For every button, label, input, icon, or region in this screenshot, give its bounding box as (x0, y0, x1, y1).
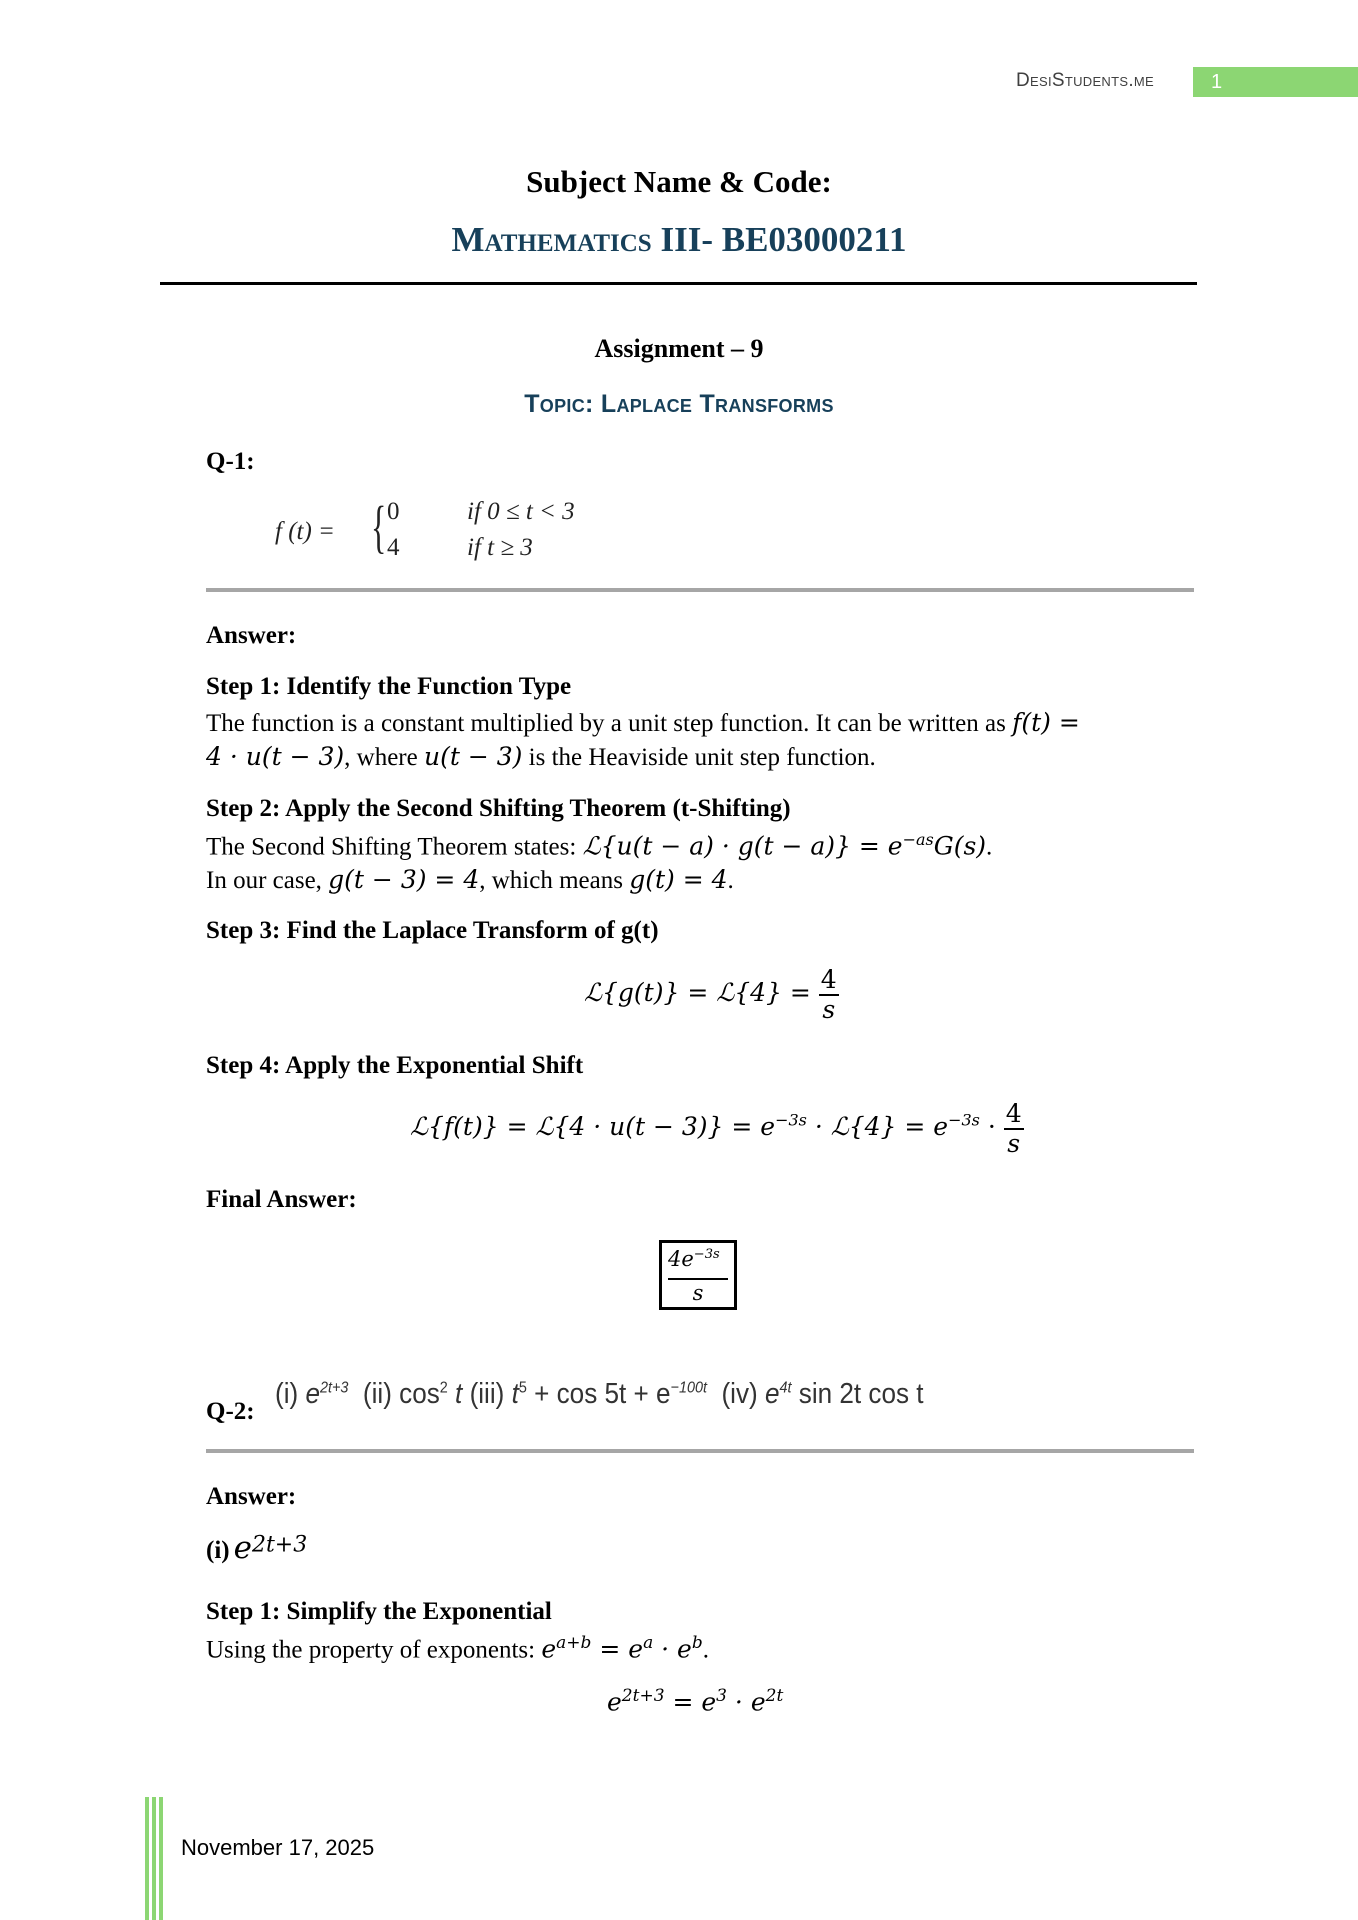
final-answer-numerator: $4e^{-3s}$ (668, 1247, 720, 1271)
q2-part: (ii) $\cos^2 t$ (362, 1378, 463, 1410)
q1-step2-line2: In our case, g(t − 3) = 4, which means g(t) = 4. (206, 865, 734, 894)
page-number-badge: 1 (1193, 67, 1358, 97)
final-answer-box (659, 1240, 737, 1310)
q1-final-label: Final Answer: (206, 1186, 357, 1213)
piecewise-lhs: f (t) = (275, 518, 335, 545)
header-site-name: DesiStudents.me (1016, 70, 1155, 91)
q2-step1-line: Using the property of exponents: $e^{a+b} = e^a \cdot e^b$. (206, 1633, 709, 1664)
q1-step1-heading: Step 1: Identify the Function Type (206, 673, 572, 700)
brace-icon: { (371, 494, 387, 559)
fraction-bar (668, 1278, 728, 1280)
topic-title: Topic: Laplace Transforms (524, 390, 834, 418)
q2-divider (206, 1449, 1194, 1453)
q2-expression (275, 1378, 924, 1411)
q1-step4-heading: Step 4: Apply the Exponential Shift (206, 1052, 584, 1079)
title-divider (160, 282, 1197, 285)
q2-part: (iv) $e^{4t}$ sin 2t cos t (721, 1378, 924, 1410)
q1-label: Q-1: (206, 448, 255, 475)
subject-label: Subject Name & Code: (526, 164, 832, 199)
q1-step2-line1: The Second Shifting Theorem states: ℒ{u(t − $a) \cdot g(t - a)\} = e^{-as}G(s)$. (206, 830, 993, 861)
q1-step1-line2: 4 · u(t − 3), where u(t − 3) is the Heaviside unit step function. (206, 742, 876, 771)
q1-divider (206, 588, 1194, 592)
piecewise-case: 0 if 0 ≤ t < 3 (387, 498, 575, 525)
q2-label: Q-2: (206, 1398, 255, 1425)
q2-step1-heading: Step 1: Simplify the Exponential (206, 1598, 552, 1625)
q2-part: (iii) $t^5 + \cos 5t + e^{-100t}$ (469, 1378, 707, 1410)
q1-step3-heading: Step 3: Find the Laplace Transform of g(t) (206, 917, 659, 944)
q1-step3-equation: ℒ{g(t)} = ℒ{4} = $\frac{4}{s}$ (584, 965, 837, 1024)
q1-answer-label: Answer: (206, 622, 297, 649)
fraction: $\frac{4}{s}$ (1005, 1099, 1022, 1158)
assignment-title: Assignment – 9 (594, 334, 764, 363)
footer-accent-bars (145, 1797, 163, 1920)
q2-step1-equation: $e^{2t+3} = e^3 \cdot e^{2t}$ (607, 1686, 784, 1717)
q2-part: (i) $e^{2t+3}$ (275, 1378, 349, 1410)
q2-subpart-i: (i) $e^{2t+3}$ (206, 1530, 308, 1566)
q2-answer-label: Answer: (206, 1483, 297, 1510)
q1-step4-equation: ℒ{f(t)} = ℒ{4 · $u(t - 3)\} = e^{-3s}$ · ℒ{4} = $e^{-3s}$ · $\frac{4}{s}$ (410, 1099, 1022, 1158)
subject-code: Mathematics III- BE03000211 (451, 220, 907, 259)
q1-step1-line1: The function is a constant multiplied by a unit step function. It can be written as f(t) = (206, 708, 1080, 737)
final-answer-denominator: s (692, 1281, 704, 1305)
piecewise-case: 4 if t ≥ 3 (387, 534, 533, 561)
q1-step2-heading: Step 2: Apply the Second Shifting Theorem (t-Shifting) (206, 795, 791, 822)
footer-date: November 17, 2025 (181, 1835, 375, 1860)
fraction: $\frac{4}{s}$ (820, 965, 837, 1024)
